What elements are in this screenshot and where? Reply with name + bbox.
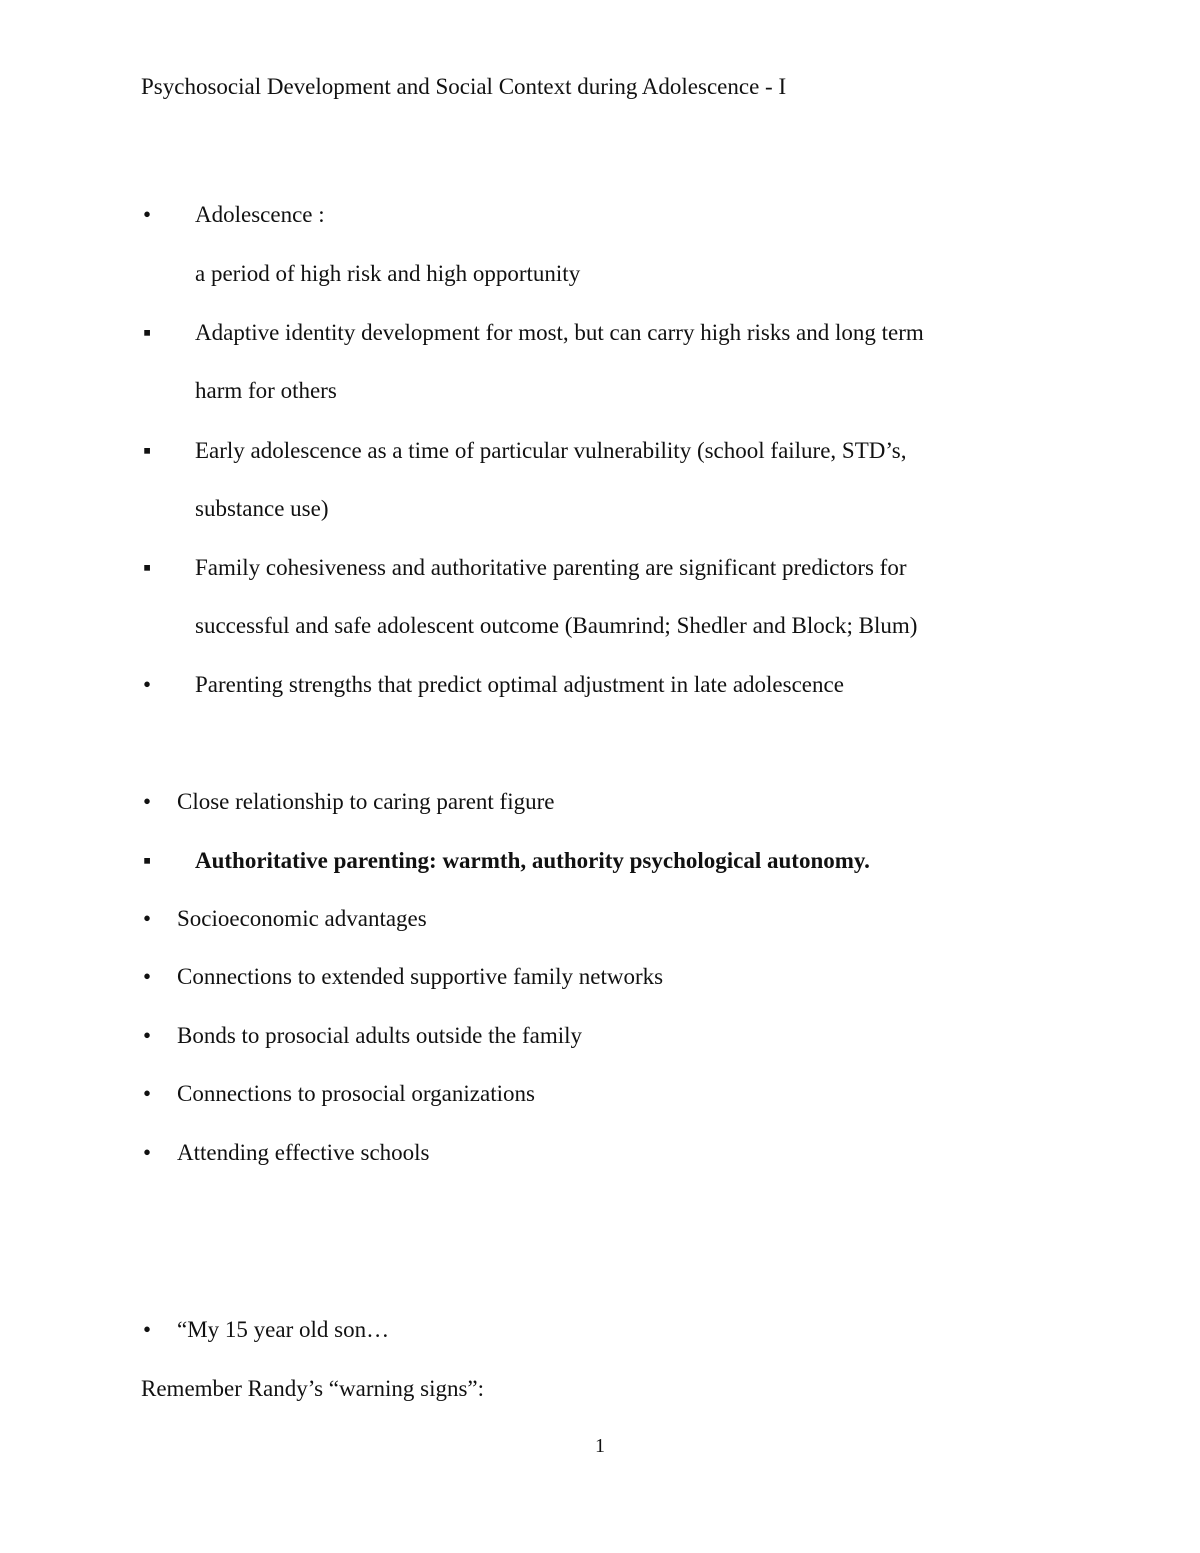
bullet-marker: • bbox=[143, 672, 152, 697]
bullet-marker: • bbox=[143, 202, 152, 227]
page-number: 1 bbox=[595, 1435, 605, 1457]
list-item-authoritative-parenting: Authoritative parenting: warmth, authority psychological autonomy. bbox=[195, 848, 870, 873]
list-item-socioeconomic: Socioeconomic advantages bbox=[177, 906, 427, 931]
bullet-marker: ▪ bbox=[143, 555, 152, 580]
list-item-quote: “My 15 year old son… bbox=[177, 1317, 390, 1342]
list-item-extended-family: Connections to extended supportive family networks bbox=[177, 964, 664, 989]
list-item-effective-schools: Attending effective schools bbox=[177, 1140, 430, 1165]
bullet-marker: • bbox=[143, 1081, 152, 1106]
list-item-family-cohesiveness-continued: successful and safe adolescent outcome (Baumrind; Shedler and Block; Blum) bbox=[195, 613, 918, 638]
bullet-marker: • bbox=[143, 1140, 152, 1165]
bullet-marker: ▪ bbox=[143, 438, 152, 463]
list-item-close-relationship: Close relationship to caring parent figure bbox=[177, 789, 555, 814]
bullet-marker: • bbox=[143, 964, 152, 989]
list-item-early-adolescence-continued: substance use) bbox=[195, 496, 329, 521]
list-item-prosocial-organizations: Connections to prosocial organizations bbox=[177, 1081, 535, 1106]
list-item-adolescence: Adolescence : bbox=[195, 202, 325, 227]
list-item-adaptive-identity: Adaptive identity development for most, but can carry high risks and long term bbox=[195, 320, 924, 345]
bullet-marker: ▪ bbox=[143, 848, 152, 873]
bullet-marker: • bbox=[143, 1317, 152, 1342]
list-item-adolescence-continued: a period of high risk and high opportunity bbox=[195, 261, 581, 286]
bullet-marker: • bbox=[143, 1023, 152, 1048]
bullet-marker: • bbox=[143, 906, 152, 931]
list-item-prosocial-adults: Bonds to prosocial adults outside the family bbox=[177, 1023, 583, 1048]
list-item-early-adolescence: Early adolescence as a time of particular vulnerability (school failure, STD’s, bbox=[195, 438, 907, 463]
bullet-marker: ▪ bbox=[143, 320, 152, 345]
bullet-marker: • bbox=[143, 789, 152, 814]
page-title: Psychosocial Development and Social Context during Adolescence - I bbox=[141, 74, 787, 99]
list-item-adaptive-identity-continued: harm for others bbox=[195, 378, 337, 403]
remember-line: Remember Randy’s “warning signs”: bbox=[141, 1376, 485, 1401]
list-item-family-cohesiveness: Family cohesiveness and authoritative parenting are significant predictors for bbox=[195, 555, 907, 580]
list-item-parenting-strengths: Parenting strengths that predict optimal adjustment in late adolescence bbox=[195, 672, 844, 697]
